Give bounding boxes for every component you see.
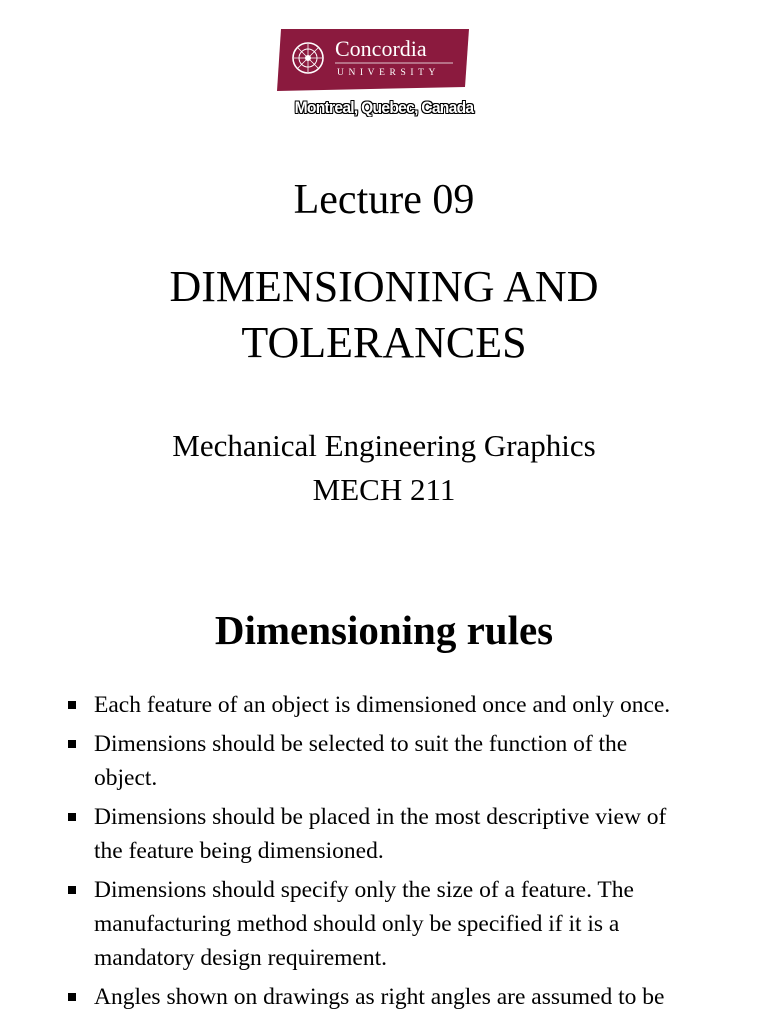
title-line-1: DIMENSIONING AND bbox=[169, 262, 599, 311]
list-item bbox=[62, 727, 732, 795]
list-item-line: manufacturing method should only be specified if it is a bbox=[94, 911, 620, 937]
concordia-logo bbox=[277, 29, 469, 91]
list-item-line: Dimensions should be selected to suit the function of the bbox=[94, 731, 628, 757]
title-line-2: TOLERANCES bbox=[241, 318, 527, 367]
bullet-square-icon bbox=[68, 740, 76, 748]
course-info bbox=[0, 424, 768, 512]
section-heading: Dimensioning rules bbox=[214, 607, 554, 653]
crest-icon bbox=[293, 43, 323, 73]
bullet-square-icon bbox=[68, 886, 76, 894]
bullet-square-icon bbox=[68, 813, 76, 821]
bullet-square-icon bbox=[68, 993, 76, 1001]
list-item-line: Dimensions should be placed in the most descriptive view of bbox=[94, 804, 667, 830]
course-code: MECH 211 bbox=[312, 472, 456, 507]
list-item-line: the feature being dimensioned. bbox=[94, 838, 384, 864]
rules-list bbox=[62, 688, 732, 1019]
lecture-number: Lecture 09 bbox=[293, 177, 475, 223]
list-item bbox=[62, 800, 732, 868]
logo-name: Concordia bbox=[335, 36, 427, 61]
list-item bbox=[62, 688, 732, 722]
university-logo bbox=[277, 29, 469, 91]
logo-sub: UNIVERSITY bbox=[337, 68, 440, 78]
list-item-line: Angles shown on drawings as right angles are assumed to be bbox=[94, 984, 665, 1010]
location-label: Montreal, Quebec, Canada bbox=[294, 98, 474, 117]
bullet-square-icon bbox=[68, 701, 76, 709]
page-title bbox=[84, 259, 684, 371]
list-item-line: Dimensions should specify only the size of a feature. The bbox=[94, 877, 634, 903]
list-item-line: mandatory design requirement. bbox=[94, 945, 388, 971]
course-name: Mechanical Engineering Graphics bbox=[172, 428, 596, 463]
list-item-line: object. bbox=[94, 765, 158, 791]
list-item-line: Each feature of an object is dimensioned once and only once. bbox=[94, 692, 671, 718]
list-item bbox=[62, 873, 732, 975]
list-item bbox=[62, 980, 732, 1014]
